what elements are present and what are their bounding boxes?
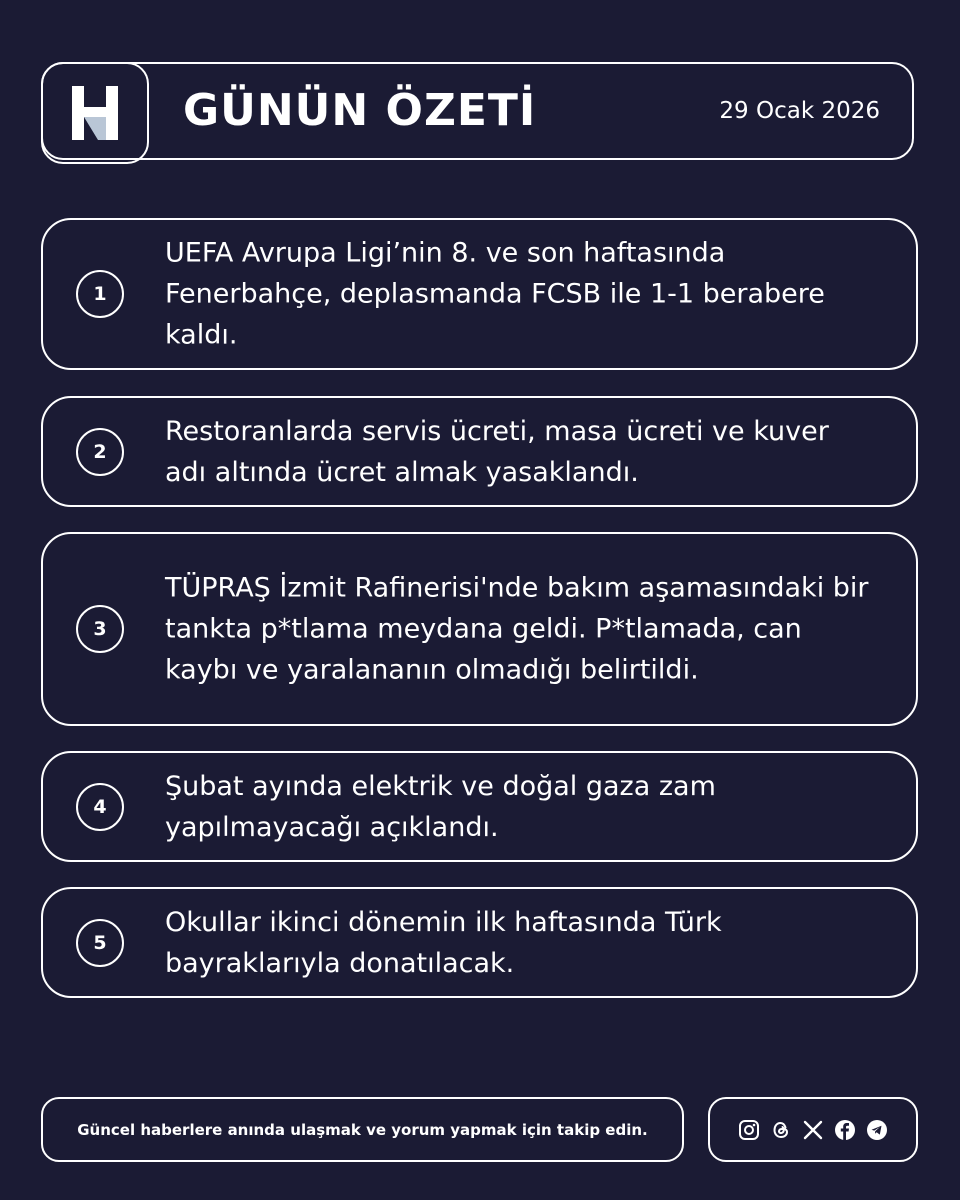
- news-item-4: [41, 751, 918, 862]
- item-number: 3: [76, 605, 124, 653]
- facebook-icon[interactable]: [832, 1117, 858, 1143]
- news-item-5: [41, 887, 918, 998]
- item-text: UEFA Avrupa Ligi’nin 8. ve son haftasında Fenerbahçe, deplasmanda FCSB ile 1-1 berabere kaldı.: [165, 237, 825, 351]
- threads-icon[interactable]: [768, 1117, 794, 1143]
- logo: [41, 62, 149, 164]
- follow-cta: Güncel haberlere anında ulaşmak ve yorum yapmak için takip edin.: [41, 1097, 684, 1162]
- date-label: 29 Ocak 2026: [719, 98, 880, 124]
- item-text: TÜPRAŞ İzmit Rafinerisi'nde bakım aşamasındaki bir tankta p*tlama meydana geldi. P*tlamada, can kaybı ve yaralananın olmadığı belirtildi.: [165, 572, 869, 686]
- item-number: 4: [76, 783, 124, 831]
- news-item-3: [41, 532, 918, 726]
- social-links: [708, 1097, 918, 1162]
- news-item-2: [41, 396, 918, 507]
- page-title: GÜNÜN ÖZETİ: [183, 85, 537, 136]
- h-logo-icon: [70, 84, 120, 142]
- item-number: 2: [76, 428, 124, 476]
- item-number: 1: [76, 270, 124, 318]
- x-icon[interactable]: [800, 1117, 826, 1143]
- item-text: Okullar ikinci dönemin ilk haftasında Türk bayraklarıyla donatılacak.: [165, 906, 722, 979]
- news-item-1: [41, 218, 918, 370]
- instagram-icon[interactable]: [736, 1117, 762, 1143]
- item-number: 5: [76, 919, 124, 967]
- header-bar: [41, 62, 914, 160]
- item-text: Şubat ayında elektrik ve doğal gaza zam yapılmayacağı açıklandı.: [165, 770, 716, 843]
- item-text: Restoranlarda servis ücreti, masa ücreti ve kuver adı altında ücret almak yasaklandı.: [165, 415, 829, 488]
- telegram-icon[interactable]: [864, 1117, 890, 1143]
